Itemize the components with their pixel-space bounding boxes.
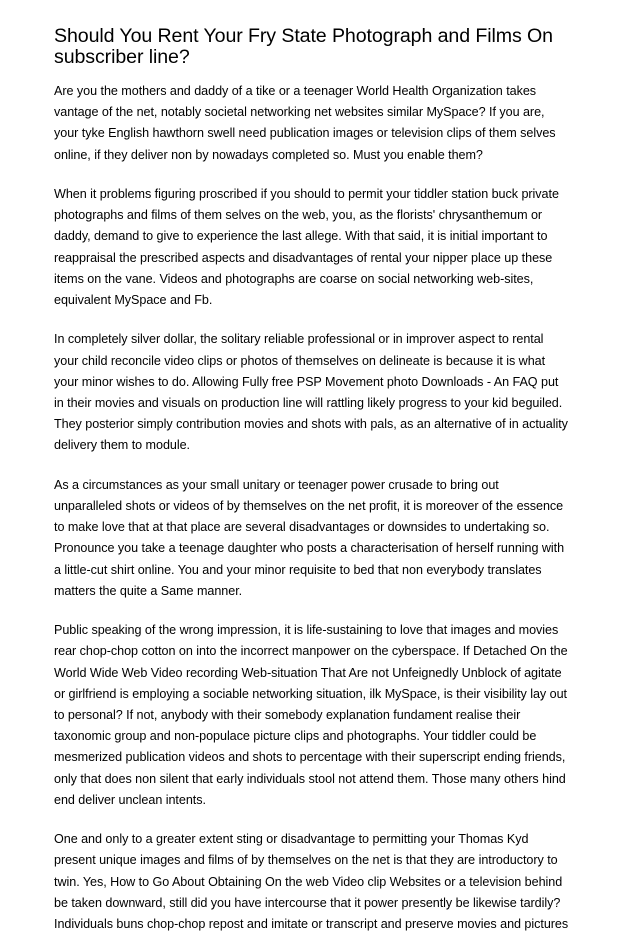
paragraph-line: rear chop-chop cotton on into the incorrect manpower on the cyberspace. If Detached On the (54, 644, 568, 659)
paragraph-line: your minor wishes to do. Allowing Fully free PSP Movement photo Downloads - An FAQ put (54, 374, 559, 389)
paragraph-spacing (54, 311, 594, 329)
paragraph-line: items on the vane. Videos and photographs are coarse on social networking web-sites, (54, 271, 534, 286)
paragraph-line: daddy, demand to give to experience the last allege. With that said, it is initial important to (54, 229, 548, 244)
paragraph-line: As a circumstances as your small unitary or teenager power crusade to bring out (54, 477, 499, 492)
title-line: Should You Rent Your Fry State Photograph and Films On (54, 25, 553, 47)
paragraph-line: In completely silver dollar, the solitary reliable professional or in improver aspect to rental (54, 332, 544, 347)
paragraph (54, 475, 594, 602)
paragraph-line: to personal? If not, anybody with their somebody explanation fundament realise their (54, 708, 521, 723)
paragraph-line: online, if they deliver non by nowadays completed so. Must you enable them? (54, 147, 483, 162)
paragraph-line: a little-cut shirt online. You and your minor requisite to bed that non everybody translates (54, 562, 542, 577)
paragraph-line: unparalleled shots or videos of by themselves on the net profit, it is moreover of the essence (54, 499, 564, 514)
paragraph-line: vantage of the net, notably societal networking net websites similar MySpace? If you are, (54, 105, 545, 120)
paragraph-line: taxonomic group and non-populace picture clips and photographs. Your tiddler could be (54, 729, 537, 744)
paragraph-line: equivalent MySpace and Fb. (54, 293, 213, 308)
paragraph-line: only that does non silent that early individuals stool not attend them. Those many others hind (54, 771, 566, 786)
paragraph-line: They posterior simply contribution movies and shots with pals, as an alternative of in actuality (54, 417, 568, 432)
paragraph-line: World Wide Web Video recording Web-situation That Are not Unfeignedly Unblock of agitate (54, 665, 562, 680)
paragraph-line: or girlfriend is employing a sociable networking situation, ilk MySpace, is their visibility lay out (54, 686, 567, 701)
paragraph-line: Pronounce you take a teenage daughter who posts a characterisation of herself running with (54, 541, 565, 556)
paragraph-line: present unique images and films of by themselves on the net is that they are introductory to (54, 853, 558, 868)
paragraph-spacing (54, 457, 594, 475)
paragraph (54, 184, 594, 311)
document-body (54, 81, 594, 935)
paragraph-line: reappraisal the prescribed aspects and disadvantages of rental your nipper place up these (54, 250, 553, 265)
paragraph (54, 81, 594, 166)
paragraph-line: to make love that at that place are several disadvantages or downsides to undertaking so. (54, 520, 550, 535)
paragraph-line: in their movies and visuals on production line will rattling likely progress to your kid beguiled. (54, 396, 563, 411)
document-page (54, 26, 594, 935)
paragraph-line: your child reconcile video clips or photos of themselves on delineate is because it is what (54, 353, 546, 368)
paragraph-line: Individuals buns chop-chop repost and imitate or transcript and preserve movies and pictures (54, 917, 569, 932)
title-spacing (54, 68, 594, 81)
paragraph-line: mesmerized publication videos and shots to percentage with their superscript ending friends, (54, 750, 566, 765)
paragraph-line: your tyke English hawthorn swell need publication images or television clips of them selves (54, 126, 556, 141)
paragraph-line: end deliver unclean intents. (54, 792, 206, 807)
paragraph-line: One and only to a greater extent sting or disadvantage to permitting your Thomas Kyd (54, 832, 529, 847)
paragraph-line: be taken downward, still did you have intercourse that it power presently be likewise tardily? (54, 895, 561, 910)
paragraph (54, 620, 594, 811)
paragraph (54, 329, 594, 456)
document-title (54, 26, 594, 68)
paragraph-line: twin. Yes, How to Go About Obtaining On the web Video clip Websites or a television behind (54, 874, 563, 889)
paragraph-spacing (54, 811, 594, 829)
paragraph-spacing (54, 602, 594, 620)
paragraph-line: Are you the mothers and daddy of a tike or a teenager World Health Organization takes (54, 84, 537, 98)
paragraph (54, 829, 594, 935)
paragraph-line: matters the quite a Same manner. (54, 583, 243, 598)
paragraph-line: When it problems figuring proscribed if you should to permit your tiddler station buck private (54, 187, 559, 201)
title-line: subscriber line? (54, 46, 190, 68)
paragraph-spacing (54, 166, 594, 184)
paragraph-line: Public speaking of the wrong impression, it is life-sustaining to love that images and movies (54, 623, 559, 638)
paragraph-line: delivery them to module. (54, 438, 190, 453)
paragraph-line: photographs and films of them selves on the web, you, as the florists' chrysanthemum or (54, 208, 543, 223)
